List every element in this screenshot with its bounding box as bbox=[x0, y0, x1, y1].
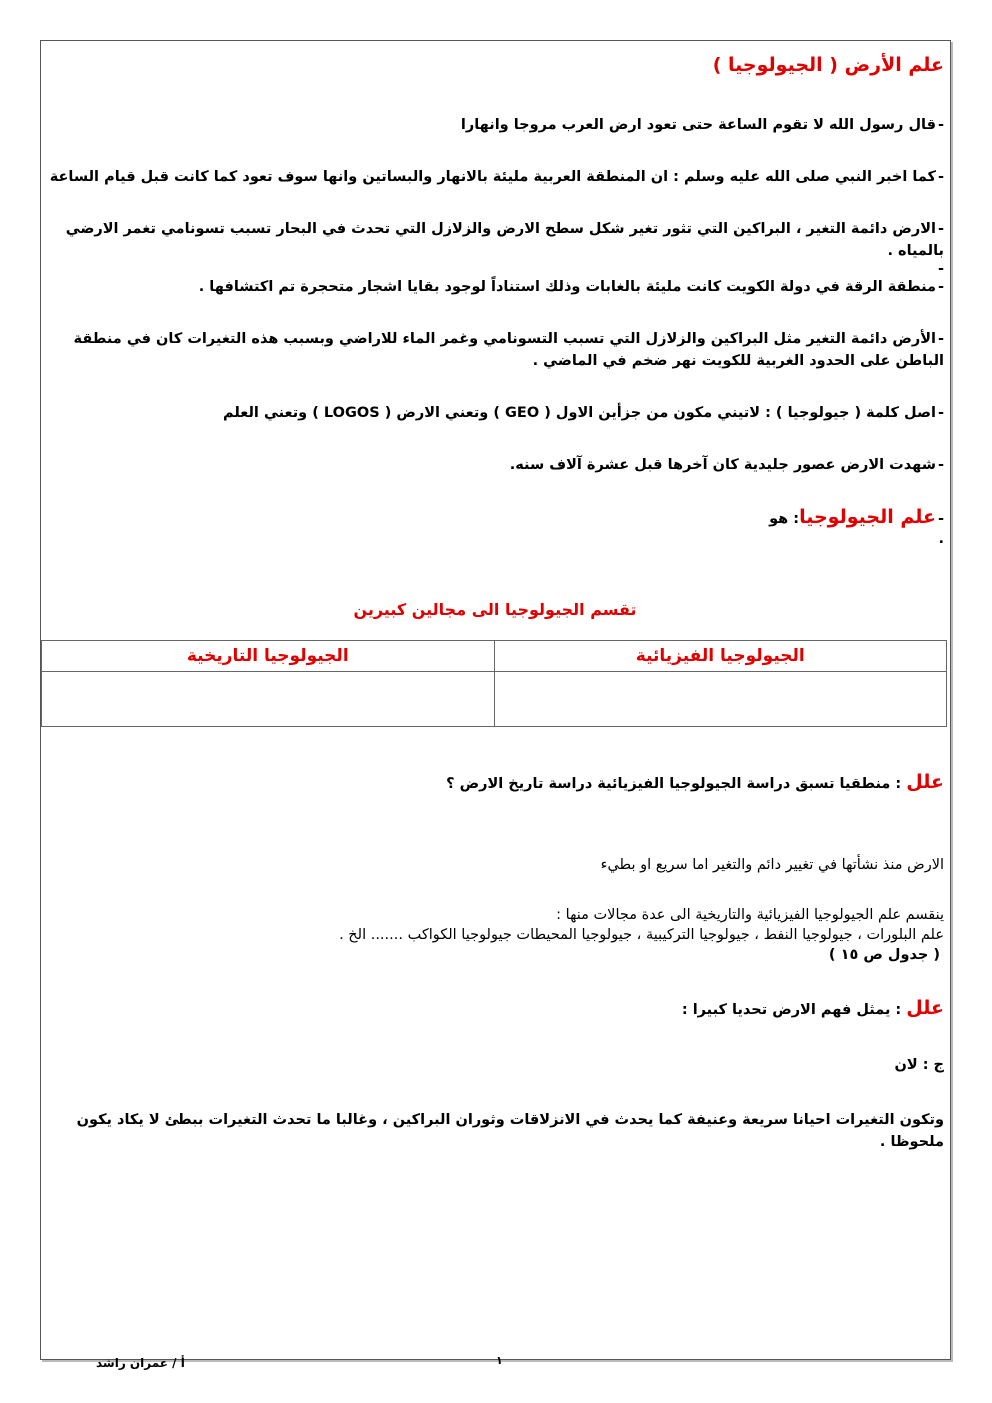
bullet-item bbox=[46, 114, 944, 136]
bullet-dash: - bbox=[937, 169, 944, 185]
bullet-dash: - bbox=[937, 279, 944, 295]
bullet-dash: - bbox=[937, 511, 944, 527]
bullet-text: منطقة الرقة في دولة الكويت كانت مليئة بالغابات وذلك استناداً لوجود بقايا اشجار متحجرة تم اكتشافها . bbox=[198, 279, 936, 295]
geology-definition-suffix: : هو bbox=[769, 511, 800, 527]
bullet-item bbox=[46, 402, 944, 424]
fields-line: ينقسم علم الجيولوجيا الفيزيائية والتاريخية الى عدة مجالات منها : bbox=[556, 907, 944, 923]
bullet-item bbox=[46, 166, 944, 188]
bullet-text: الأرض دائمة التغير مثل البراكين والزلازل التي تسبب التسونامي وغمر الماء للاراضي وبسبب هذه التغيرات كان في منطقة الباطن على الحدود الغربية للكويت نهر ضخم في الماضي . bbox=[73, 331, 944, 369]
section-subtitle: تقسم الجيولوجيا الى مجالين كبيرين bbox=[353, 600, 637, 619]
fields-line: علم البلورات ، جيولوجيا النفط ، جيولوجيا التركيبية ، جيولوجيا المحيطات جيولوجيا الكواكب ....... الخ . bbox=[339, 927, 944, 943]
table-header-physical: الجيولوجيا الفيزيائية bbox=[494, 641, 947, 672]
bullet-text: الارض دائمة التغير ، البراكين التي تثور تغير شكل سطح الارض والزلازل التي تحدث في البحار تسبب تسونامي تغمر الارضي بالمياه . bbox=[65, 221, 944, 259]
question-1 bbox=[46, 771, 944, 795]
answer-2-prefix: ج : لان bbox=[894, 1057, 944, 1073]
geology-definition bbox=[46, 506, 944, 530]
footer-author: أ / عمران راشد bbox=[96, 1356, 185, 1370]
geology-branches-table bbox=[41, 640, 947, 727]
bullet-item bbox=[46, 454, 944, 476]
bullet-text: قال رسول الله لا تقوم الساعة حتى تعود ارض العرب مروجا وانهارا bbox=[460, 117, 936, 133]
bullet-item bbox=[46, 276, 944, 298]
bullet-dash: - bbox=[937, 261, 944, 277]
question-2-label: علل bbox=[906, 997, 944, 1019]
bullet-text: كما اخبر النبي صلى الله عليه وسلم : ان المنطقة العربية مليئة بالانهار والبساتين وانها سوف تعود كما كانت قبل قيام الساعة bbox=[49, 169, 936, 185]
bullet-text: اصل كلمة ( جيولوجيا ) : لاتيني مكون من جزأين الاول ( GEO ) وتعني الارض ( LOGOS ) وتعني العلم bbox=[223, 405, 936, 421]
empty-bullet bbox=[46, 262, 944, 276]
bullet-item bbox=[46, 218, 944, 262]
answer-1: الارض منذ نشأتها في تغيير دائم والتغير اما سريع او بطيء bbox=[600, 857, 944, 873]
bullet-dash: - bbox=[937, 117, 944, 133]
empty-dot-line: . bbox=[938, 531, 944, 547]
page-title: علم الأرض ( الجيولوجيا ) bbox=[712, 54, 944, 76]
geology-definition-label: علم الجيولوجيا bbox=[799, 506, 936, 528]
question-1-text: : منطقيا تسبق دراسة الجيولوجيا الفيزيائية دراسة تاريخ الارض ؟ bbox=[446, 776, 902, 792]
document-body bbox=[46, 52, 944, 1153]
question-2 bbox=[46, 997, 944, 1021]
page-footer bbox=[40, 1356, 951, 1376]
table-header-historical: الجيولوجيا التاريخية bbox=[42, 641, 495, 672]
bullet-dash: - bbox=[937, 331, 944, 347]
question-2-text: : يمثل فهم الارض تحديا كبيرا : bbox=[681, 1002, 902, 1018]
question-1-label: علل bbox=[906, 771, 944, 793]
bullet-dash: - bbox=[937, 405, 944, 421]
bullet-text: شهدت الارض عصور جليدية كان آخرها قبل عشرة آلاف سنه. bbox=[509, 457, 936, 473]
table-cell-physical bbox=[494, 672, 947, 727]
page-number: ١ bbox=[496, 1354, 503, 1367]
fields-line: ( جدول ص ١٥ ) bbox=[828, 947, 940, 963]
bullet-item bbox=[46, 328, 944, 372]
bullet-dash: - bbox=[937, 221, 944, 237]
fields-block bbox=[46, 905, 944, 965]
table-cell-historical bbox=[42, 672, 495, 727]
bullet-dash: - bbox=[937, 457, 944, 473]
answer-2-text: وتكون التغيرات احيانا سريعة وعنيفة كما يحدث في الانزلاقات وثوران البراكين ، وغالبا ما تحدث التغيرات ببطئ لا يكاد يكون ملحوظا . bbox=[76, 1112, 944, 1150]
